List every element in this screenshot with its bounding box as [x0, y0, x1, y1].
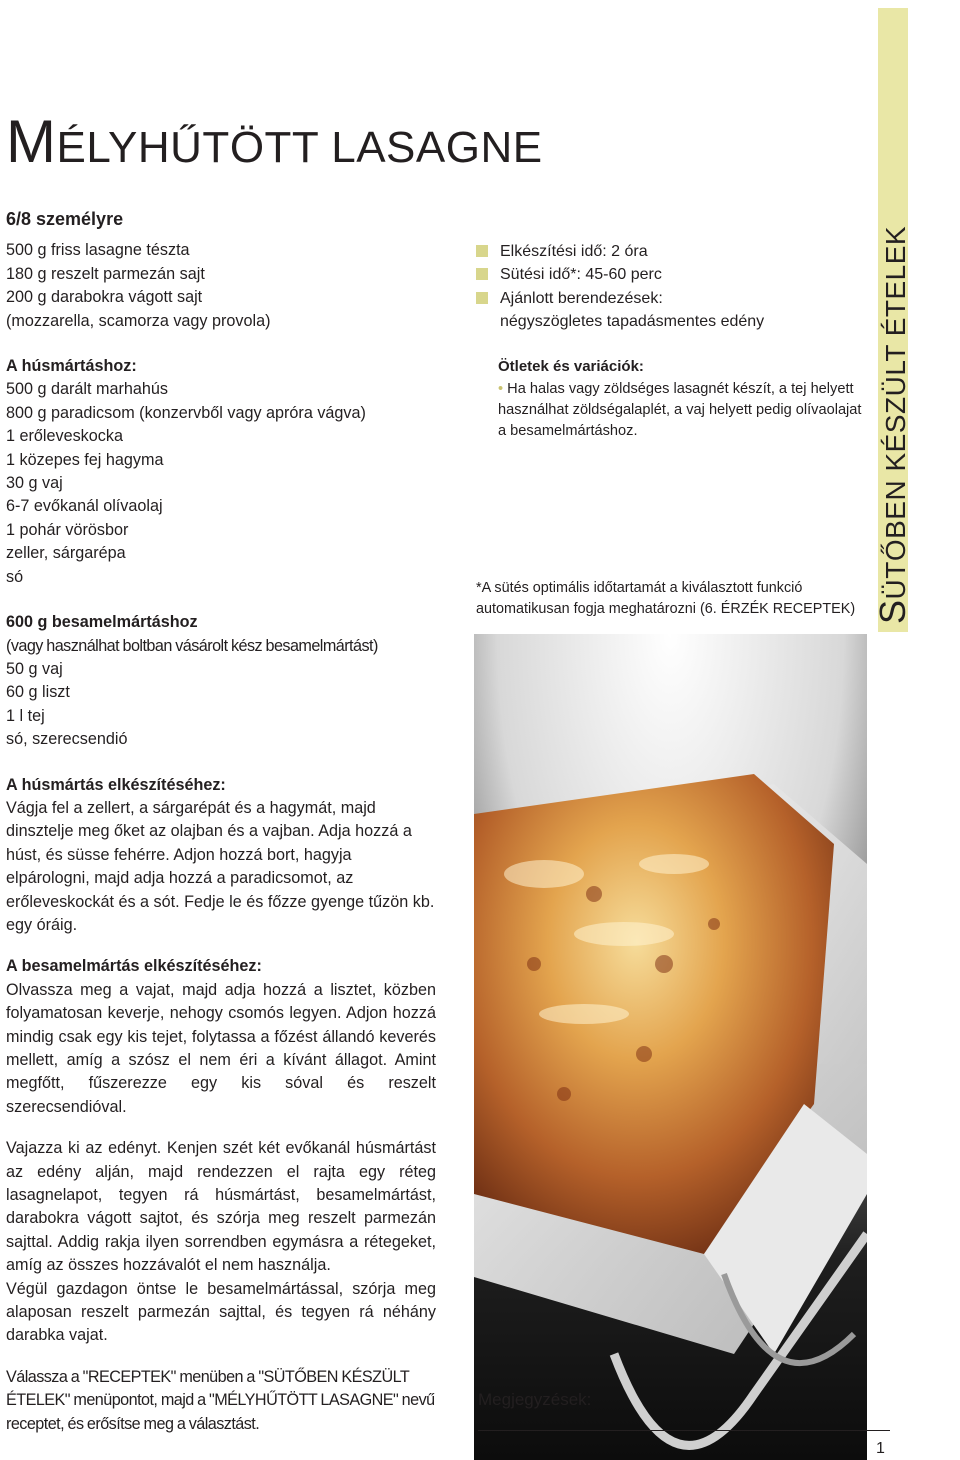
- equipment-value: négyszögletes tapadásmentes edény: [500, 313, 765, 331]
- bake-time: [476, 263, 856, 286]
- equipment: [476, 287, 856, 310]
- bullet-icon: •: [498, 381, 504, 397]
- ingredient-line: 50 g vaj: [6, 659, 63, 678]
- prep-time: [476, 240, 856, 263]
- finishing-text: Végül gazdagon öntse le besamelmártással, szórja meg alaposan reszelt parmezán sajttal, és tegyen rá néhány darabka vajat.: [6, 1279, 436, 1345]
- bake-time-text: Sütési idő*: 45-60 perc: [500, 266, 662, 284]
- ingredient-line: 800 g paradicsom (konzervből vagy apróra vágva): [6, 403, 366, 422]
- meat-prep-heading: A húsmártás elkészítéséhez:: [6, 775, 226, 794]
- page-number: 1: [876, 1440, 885, 1457]
- ingredient-line: (mozzarella, scamorza vagy provola): [6, 311, 271, 330]
- ingredient-line: 6-7 evőkanál olívaolaj: [6, 497, 163, 516]
- bechamel-heading: 600 g besamelmártáshoz: [6, 613, 198, 632]
- lasagne-illustration: [474, 634, 867, 1460]
- servings: 6/8 személyre: [6, 209, 124, 229]
- square-bullet-icon: [476, 268, 488, 280]
- title-rest: ÉLYHŰTÖTT LASAGNE: [56, 123, 543, 172]
- section-title-initial: S: [872, 599, 913, 624]
- square-bullet-icon: [476, 245, 488, 257]
- ideas-text: Ha halas vagy zöldséges lasagnét készít, a tej helyett használhat zöldségalaplét, a vaj helyett pedig olívaolajat a besamelmártáshoz.: [498, 381, 862, 439]
- section-title: [872, 8, 913, 632]
- footnote: *A sütés optimális időtartamát a kiválasztott funkció automatikusan fogja meghatározni (6. ÉRZÉK RECEPTEK): [476, 580, 856, 617]
- ingredient-line: 1 pohár vörösbor: [6, 520, 129, 539]
- ingredient-line: 180 g reszelt parmezán sajt: [6, 264, 205, 283]
- recipe-column: [6, 208, 436, 1436]
- info-block: [476, 240, 856, 334]
- ingredient-line: (vagy használhat boltban vásárolt kész besamelmártást): [6, 636, 378, 655]
- page-title: [6, 108, 543, 175]
- meat-prep-text: Vágja fel a zellert, a sárgarépát és a hagymát, majd dinsztelje meg őket az olajban és a vajban. Adja hozzá a húst, és süsse fehérre. Adjon hozzá bort, hagyja elpárologni, majd adja hozzá a paradicsomot, az erőleveskockát és a sót. Fedje le és főzze gyenge tűzön kb. egy óráig.: [6, 798, 435, 934]
- ingredient-line: 60 g liszt: [6, 683, 70, 702]
- ideas-text-wrap: [498, 379, 864, 442]
- ingredient-line: zeller, sárgarépa: [6, 544, 126, 563]
- title-initial: M: [6, 108, 57, 175]
- notes-line: [478, 1430, 890, 1431]
- ingredient-line: 500 g friss lasagne tészta: [6, 241, 190, 260]
- ingredient-line: só, szerecsendió: [6, 730, 128, 749]
- equipment-label: Ajánlott berendezések:: [500, 289, 663, 307]
- meat-sauce-heading: A húsmártáshoz:: [6, 357, 137, 376]
- square-bullet-icon: [476, 292, 488, 304]
- bechamel-prep-text: Olvassza meg a vajat, majd adja hozzá a lisztet, közben folyamatosan keverje, nehogy csomós legyen. Adjon hozzá mindig csak egy kis tejet, folytassa a főzést állandó keverés mellett, amíg a szósz el nem éri a kívánt állagot. Amint megfőtt, fűszerezze egy kis sóval és reszelt szerecsendióval.: [6, 980, 436, 1116]
- ingredient-line: 200 g darabokra vágott sajt: [6, 288, 203, 307]
- ingredient-line: 1 l tej: [6, 706, 45, 725]
- bechamel-prep-heading: A besamelmártás elkészítéséhez:: [6, 957, 262, 976]
- assembly-text: Vajazza ki az edényt. Kenjen szét két evőkanál húsmártást az edény alján, majd rendezzen el rajta egy réteg lasagnelapot, tegyen rá húsmártást, besamelmártást, darabokra vágott sajtot, és szórja meg reszelt parmezán sajttal. Addig rakja ilyen sorrendben egymásra a rétegeket, amíg az összes hozzávalót el nem használja.: [6, 1139, 436, 1275]
- menu-instruction: Válassza a "RECEPTEK" menüben a "SÜTŐBEN KÉSZÜLT ÉTELEK" menüpontot, majd a "MÉLYHŰTÖTT LASAGNE" nevű receptet, és erősítse meg a választást.: [6, 1367, 435, 1433]
- ingredient-line: 30 g vaj: [6, 474, 63, 493]
- section-title-rest: ÜTŐBEN KÉSZÜLT ÉTELEK: [880, 225, 911, 600]
- ingredient-line: 1 erőleveskocka: [6, 427, 123, 446]
- ideas-heading: Ötletek és variációk:: [498, 358, 644, 375]
- ingredient-line: 1 közepes fej hagyma: [6, 450, 164, 469]
- ingredient-line: só: [6, 567, 24, 586]
- lasagne-photo: [474, 634, 867, 1460]
- prep-time-text: Elkészítési idő: 2 óra: [500, 243, 648, 260]
- ingredient-line: 500 g darált marhahús: [6, 380, 168, 399]
- notes-label: Megjegyzések:: [478, 1390, 592, 1409]
- ideas-block: [498, 356, 864, 442]
